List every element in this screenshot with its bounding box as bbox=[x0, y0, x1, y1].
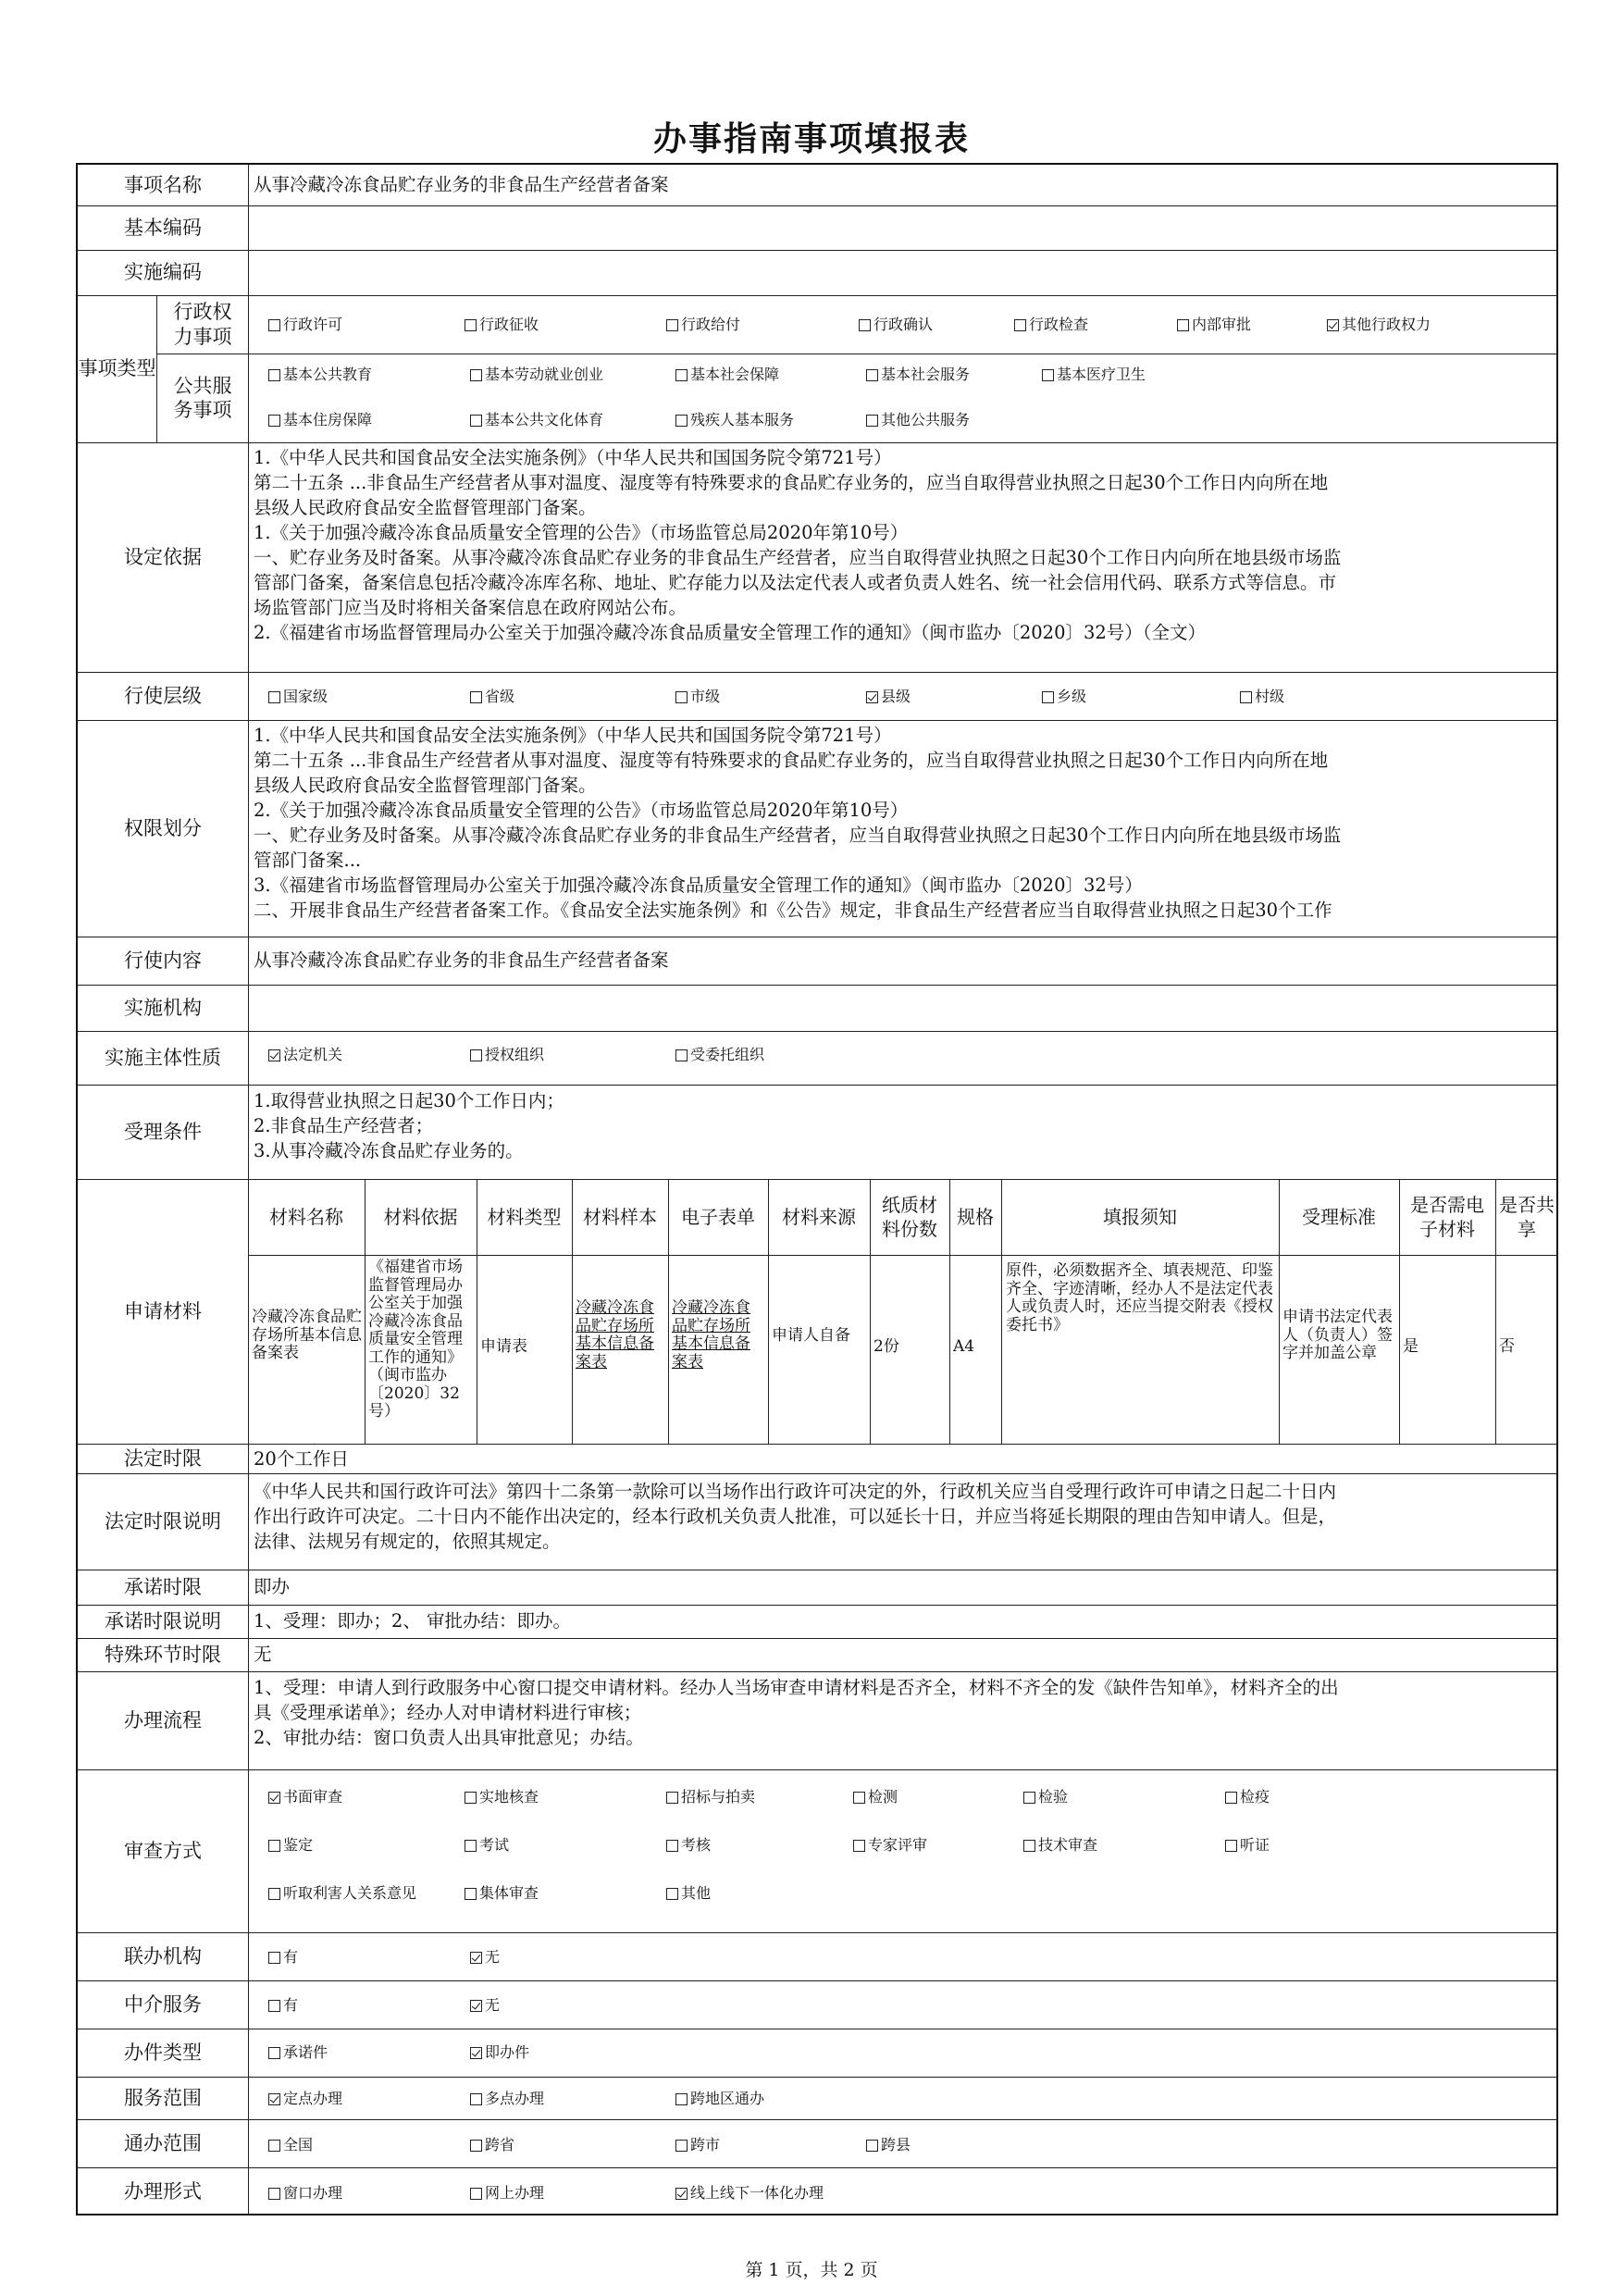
materials-header-cell: 纸质材料份数 bbox=[882, 1194, 937, 1240]
option-service_scope[interactable] bbox=[470, 2090, 544, 2108]
value-legal-limit: 20个工作日 bbox=[254, 1448, 349, 1470]
option-review[interactable] bbox=[465, 1788, 539, 1806]
materials-header-cell: 电子表单 bbox=[681, 1206, 755, 1228]
checkbox-empty-icon[interactable] bbox=[268, 415, 280, 427]
basis-text bbox=[254, 445, 1554, 670]
checkbox-empty-icon[interactable] bbox=[1225, 1840, 1237, 1852]
option-label: 行政检查 bbox=[1029, 316, 1089, 333]
checkbox-checked-icon[interactable] bbox=[866, 691, 878, 703]
checkbox-checked-icon[interactable] bbox=[470, 1952, 482, 1964]
option-label: 听取利害人关系意见 bbox=[283, 1884, 417, 1902]
checkbox-checked-icon[interactable] bbox=[268, 1049, 280, 1061]
option-label: 其他公共服务 bbox=[881, 411, 971, 428]
option-review[interactable] bbox=[666, 1836, 711, 1855]
checkbox-empty-icon[interactable] bbox=[1023, 1792, 1035, 1804]
checkbox-empty-icon[interactable] bbox=[675, 415, 688, 427]
option-label: 跨县 bbox=[881, 2136, 911, 2153]
option-label: 行政许可 bbox=[283, 316, 343, 333]
option-label: 基本社会保障 bbox=[690, 366, 780, 383]
materials-header-cell: 材料依据 bbox=[383, 1206, 458, 1228]
checkbox-empty-icon[interactable] bbox=[470, 1049, 482, 1061]
option-label: 线上线下一体化办理 bbox=[690, 2184, 824, 2202]
text-line: 3.从事冷藏冷冻食品贮存业务的。 bbox=[254, 1140, 524, 1161]
option-label: 招标与拍卖 bbox=[681, 1788, 756, 1806]
material-shared: 否 bbox=[1499, 1338, 1515, 1356]
option-label: 行政给付 bbox=[681, 316, 741, 333]
text-line: 一、贮存业务及时备案。从事冷藏冷冻食品贮存业务的非食品生产经营者，应当自取得营业执照之日起30个工作日内向所在地县级市场监 bbox=[254, 825, 1342, 846]
checkbox-empty-icon[interactable] bbox=[675, 2140, 688, 2152]
text-line: 1.《关于加强冷藏冷冻食品质量安全管理的公告》（市场监管总局2020年第10号） bbox=[254, 522, 909, 543]
text-line: 2.非食品生产经营者； bbox=[254, 1115, 434, 1136]
conditions-text bbox=[254, 1088, 1554, 1177]
option-service_scope[interactable] bbox=[675, 2090, 764, 2108]
option-intermediary[interactable] bbox=[470, 1996, 500, 2015]
checkbox-empty-icon[interactable] bbox=[675, 2093, 688, 2105]
label-impl-code: 实施编码 bbox=[124, 261, 202, 284]
checkbox-empty-icon[interactable] bbox=[268, 319, 280, 331]
option-label: 即办件 bbox=[485, 2043, 530, 2061]
option-label: 其他 bbox=[681, 1884, 712, 1902]
option-label: 其他行政权力 bbox=[1342, 316, 1431, 333]
page-footer: 第 1 页，共 2 页 bbox=[745, 2260, 878, 2280]
text-line: 县级人民政府食品安全监督管理部门备案。 bbox=[254, 497, 597, 518]
option-label: 网上办理 bbox=[485, 2184, 545, 2202]
option-label: 国家级 bbox=[283, 688, 328, 705]
text-line: 1.《中华人民共和国食品安全法实施条例》（中华人民共和国国务院令第721号） bbox=[254, 725, 892, 746]
label-intermediary: 中介服务 bbox=[124, 1992, 202, 2016]
option-label: 基本医疗卫生 bbox=[1057, 366, 1146, 383]
checkbox-empty-icon[interactable] bbox=[866, 415, 878, 427]
label-item-name: 事项名称 bbox=[124, 173, 202, 196]
text-line: 第二十五条 ...非食品生产经营者从事对温度、湿度等有特殊要求的食品贮存业务的，应当自取得营业执照之日起30个工作日内向所在地 bbox=[254, 472, 1329, 493]
option-admin_types[interactable] bbox=[666, 316, 740, 334]
option-joint[interactable] bbox=[268, 1948, 298, 1967]
label-level: 行使层级 bbox=[124, 684, 202, 707]
material-standard: 申请书法定代表人（负责人）签字并加盖公章 bbox=[1282, 1309, 1393, 1362]
option-label: 市级 bbox=[690, 688, 721, 705]
option-label: 技术审查 bbox=[1038, 1836, 1098, 1854]
checkbox-checked-icon[interactable] bbox=[1327, 319, 1339, 331]
value-content: 从事冷藏冷冻食品贮存业务的非食品生产经营者备案 bbox=[254, 949, 669, 971]
label-conditions: 受理条件 bbox=[124, 1120, 202, 1143]
text-line: 场监管部门应当及时将相关备案信息在政府网站公布。 bbox=[254, 597, 688, 618]
option-public_types[interactable] bbox=[1042, 366, 1146, 384]
text-line: 1、受理：申请人到行政服务中心窗口提交申请材料。经办人当场审查申请材料是否齐全，材料不齐全的发《缺件告知单》，材料齐全的出 bbox=[254, 1677, 1339, 1698]
material-source: 申请人自备 bbox=[772, 1327, 850, 1345]
label-form: 办理形式 bbox=[124, 2179, 202, 2203]
checkbox-empty-icon[interactable] bbox=[853, 1792, 865, 1804]
checkbox-empty-icon[interactable] bbox=[1225, 1792, 1237, 1804]
materials-header-cell: 材料名称 bbox=[269, 1206, 343, 1228]
checkbox-empty-icon[interactable] bbox=[470, 691, 482, 703]
checkbox-empty-icon[interactable] bbox=[465, 1792, 477, 1804]
label-legal-limit: 法定时限 bbox=[124, 1446, 202, 1470]
label-case-type: 办件类型 bbox=[124, 2041, 202, 2064]
checkbox-empty-icon[interactable] bbox=[465, 1840, 477, 1852]
option-admin_types[interactable] bbox=[1177, 316, 1251, 334]
materials-header-cell: 材料样本 bbox=[583, 1206, 657, 1228]
label-legal-limit-note: 法定时限说明 bbox=[105, 1509, 221, 1533]
checkbox-empty-icon[interactable] bbox=[268, 369, 280, 381]
text-line: 2.《福建省市场监督管理局办公室关于加强冷藏冷冻食品质量安全管理工作的通知》（闽市监办〔2020〕32号）（全文） bbox=[254, 622, 1207, 643]
label-materials: 申请材料 bbox=[124, 1299, 202, 1322]
text-line: 作出行政许可决定。二十日内不能作出决定的，经本行政机关负责人批准，可以延长十日，并应当将延长期限的理由告知申请人。但是， bbox=[254, 1506, 1337, 1527]
checkbox-empty-icon[interactable] bbox=[268, 1888, 280, 1900]
checkbox-empty-icon[interactable] bbox=[268, 2047, 280, 2059]
text-line: 第二十五条 ...非食品生产经营者从事对温度、湿度等有特殊要求的食品贮存业务的，应当自取得营业执照之日起30个工作日内向所在地 bbox=[254, 750, 1329, 771]
material-copies: 2份 bbox=[873, 1338, 899, 1356]
option-review[interactable] bbox=[268, 1884, 416, 1903]
materials-header-cell: 受理标准 bbox=[1302, 1206, 1376, 1228]
option-service_scope[interactable] bbox=[268, 2090, 342, 2108]
materials-header-cell: 材料类型 bbox=[487, 1206, 562, 1228]
material-eform-link[interactable]: 冷藏冷冻食品贮存场所基本信息备案表 bbox=[672, 1299, 750, 1371]
checkbox-empty-icon[interactable] bbox=[465, 1888, 477, 1900]
option-label: 全国 bbox=[283, 2136, 314, 2153]
option-label: 实地核查 bbox=[479, 1788, 539, 1806]
option-nature[interactable] bbox=[675, 1046, 764, 1064]
option-review[interactable] bbox=[268, 1788, 342, 1806]
text-line: 2.《关于加强冷藏冷冻食品质量安全管理的公告》（市场监管总局2020年第10号） bbox=[254, 800, 909, 821]
option-label: 行政确认 bbox=[873, 316, 934, 333]
material-type: 申请表 bbox=[480, 1338, 527, 1356]
text-line: 2、审批办结：窗口负责人出具审批意见；办结。 bbox=[254, 1727, 644, 1748]
option-label: 有 bbox=[283, 1996, 299, 2014]
checkbox-empty-icon[interactable] bbox=[666, 1792, 678, 1804]
checkbox-empty-icon[interactable] bbox=[268, 2000, 280, 2012]
checkbox-empty-icon[interactable] bbox=[866, 2140, 878, 2152]
option-intermediary[interactable] bbox=[268, 1996, 298, 2015]
label-admin-power: 行政权力事项 bbox=[173, 301, 232, 348]
option-review[interactable] bbox=[1225, 1788, 1270, 1806]
option-review[interactable] bbox=[666, 1788, 755, 1806]
text-line: 1.《中华人民共和国食品安全法实施条例》（中华人民共和国国务院令第721号） bbox=[254, 447, 892, 468]
label-public-service: 公共服务事项 bbox=[173, 374, 232, 421]
option-label: 授权组织 bbox=[485, 1046, 545, 1063]
material-basis: 《福建省市场监督管理局办公室关于加强冷藏冷冻食品质量安全管理工作的通知》（闽市监办〔2020〕32号） bbox=[368, 1259, 463, 1421]
label-joint: 联办机构 bbox=[124, 1944, 202, 1967]
option-public_types[interactable] bbox=[866, 411, 970, 429]
option-general_scope[interactable] bbox=[470, 2136, 514, 2154]
option-label: 考核 bbox=[681, 1836, 712, 1854]
material-sample-link[interactable]: 冷藏冷冻食品贮存场所基本信息备案表 bbox=[576, 1299, 654, 1371]
label-process: 办理流程 bbox=[124, 1708, 202, 1731]
option-label: 听证 bbox=[1240, 1836, 1270, 1854]
option-label: 跨市 bbox=[690, 2136, 721, 2153]
option-label: 定点办理 bbox=[283, 2090, 343, 2107]
option-label: 集体审查 bbox=[479, 1884, 539, 1902]
material-spec: A4 bbox=[953, 1338, 975, 1356]
option-review[interactable] bbox=[268, 1836, 313, 1855]
text-line: 一、贮存业务及时备案。从事冷藏冷冻食品贮存业务的非食品生产经营者，应当自取得营业执照之日起30个工作日内向所在地县级市场监 bbox=[254, 547, 1342, 568]
value-special: 无 bbox=[254, 1644, 272, 1665]
option-review[interactable] bbox=[1023, 1836, 1097, 1855]
material-notes: 原件，必须数据齐全、填表规范、印鉴齐全、字迹清晰，经办人不是法定代表人或负责人时，还应当提交附表《授权委托书》 bbox=[1006, 1262, 1273, 1334]
option-label: 考试 bbox=[479, 1836, 510, 1854]
option-case_type[interactable] bbox=[470, 2043, 529, 2062]
option-label: 基本公共文化体育 bbox=[485, 411, 604, 428]
legal-limit-note-text bbox=[254, 1479, 1554, 1568]
material-name: 冷藏冷冻食品贮存场所基本信息备案表 bbox=[252, 1309, 362, 1362]
option-label: 内部审批 bbox=[1192, 316, 1252, 333]
option-review[interactable] bbox=[1225, 1836, 1270, 1855]
checkbox-empty-icon[interactable] bbox=[866, 369, 878, 381]
page-title: 办事指南事项填报表 bbox=[652, 120, 970, 158]
material-electronic: 是 bbox=[1403, 1338, 1419, 1356]
option-label: 有 bbox=[283, 1948, 299, 1966]
materials-header-cell: 规格 bbox=[957, 1206, 994, 1228]
checkbox-empty-icon[interactable] bbox=[853, 1840, 865, 1852]
checkbox-empty-icon[interactable] bbox=[470, 369, 482, 381]
checkbox-checked-icon[interactable] bbox=[470, 2000, 482, 2012]
checkbox-empty-icon[interactable] bbox=[675, 369, 688, 381]
label-content: 行使内容 bbox=[124, 949, 202, 972]
checkbox-empty-icon[interactable] bbox=[470, 2188, 482, 2200]
option-label: 鉴定 bbox=[283, 1836, 314, 1854]
label-authority: 权限划分 bbox=[124, 816, 202, 839]
option-admin_types[interactable] bbox=[465, 316, 539, 334]
checkbox-empty-icon[interactable] bbox=[1042, 369, 1054, 381]
option-general_scope[interactable] bbox=[866, 2136, 911, 2154]
option-label: 专家评审 bbox=[868, 1836, 928, 1854]
checkbox-empty-icon[interactable] bbox=[268, 691, 280, 703]
label-agency: 实施机构 bbox=[124, 996, 202, 1019]
option-review[interactable] bbox=[666, 1884, 711, 1903]
checkbox-empty-icon[interactable] bbox=[1177, 319, 1189, 331]
checkbox-empty-icon[interactable] bbox=[1042, 691, 1054, 703]
checkbox-empty-icon[interactable] bbox=[268, 1840, 280, 1852]
materials-header-cell: 填报须知 bbox=[1103, 1206, 1177, 1228]
option-general_scope[interactable] bbox=[675, 2136, 720, 2154]
option-label: 检测 bbox=[868, 1788, 898, 1806]
option-nature[interactable] bbox=[268, 1046, 342, 1064]
checkbox-empty-icon[interactable] bbox=[470, 2140, 482, 2152]
label-service-scope: 服务范围 bbox=[124, 2086, 202, 2109]
text-line: 二、开展非食品生产经营者备案工作。《食品安全法实施条例》和《公告》规定，非食品生产经营者应当自取得营业执照之日起30个工作 bbox=[254, 900, 1332, 921]
checkbox-empty-icon[interactable] bbox=[470, 415, 482, 427]
option-label: 窗口办理 bbox=[283, 2184, 343, 2202]
value-item-name: 从事冷藏冷冻食品贮存业务的非食品生产经营者备案 bbox=[254, 174, 669, 195]
checkbox-empty-icon[interactable] bbox=[470, 2093, 482, 2105]
option-public_types[interactable] bbox=[675, 411, 794, 429]
option-label: 受委托组织 bbox=[690, 1046, 765, 1063]
option-joint[interactable] bbox=[470, 1948, 500, 1967]
option-label: 残疾人基本服务 bbox=[690, 411, 795, 428]
label-promise-limit: 承诺时限 bbox=[124, 1575, 202, 1598]
text-line: 法律、法规另有规定的，依照其规定。 bbox=[254, 1531, 561, 1552]
checkbox-empty-icon[interactable] bbox=[268, 2140, 280, 2152]
option-label: 基本住房保障 bbox=[283, 411, 373, 428]
checkbox-empty-icon[interactable] bbox=[666, 1840, 678, 1852]
option-label: 多点办理 bbox=[485, 2090, 545, 2107]
checkbox-empty-icon[interactable] bbox=[1240, 691, 1252, 703]
option-review[interactable] bbox=[853, 1836, 927, 1855]
text-line: 县级人民政府食品安全监督管理部门备案。 bbox=[254, 775, 597, 796]
text-line: 《中华人民共和国行政许可法》第四十二条第一款除可以当场作出行政许可决定的外，行政机关应当自受理行政许可申请之日起二十日内 bbox=[254, 1481, 1337, 1502]
checkbox-empty-icon[interactable] bbox=[465, 319, 477, 331]
option-label: 跨地区通办 bbox=[690, 2090, 765, 2107]
checkbox-checked-icon[interactable] bbox=[675, 2188, 688, 2200]
authority-text bbox=[254, 723, 1554, 934]
option-label: 基本劳动就业创业 bbox=[485, 366, 604, 383]
label-review: 审查方式 bbox=[124, 1839, 202, 1862]
option-label: 基本公共教育 bbox=[283, 366, 373, 383]
checkbox-empty-icon[interactable] bbox=[675, 691, 688, 703]
option-label: 村级 bbox=[1255, 688, 1285, 705]
option-label: 无 bbox=[485, 1996, 501, 2014]
option-admin_types[interactable] bbox=[1327, 316, 1431, 334]
option-nature[interactable] bbox=[470, 1046, 544, 1064]
checkbox-empty-icon[interactable] bbox=[1023, 1840, 1035, 1852]
checkbox-checked-icon[interactable] bbox=[268, 1792, 280, 1804]
checkbox-empty-icon[interactable] bbox=[859, 319, 871, 331]
option-levels[interactable] bbox=[268, 688, 328, 706]
option-levels[interactable] bbox=[470, 688, 514, 706]
checkbox-empty-icon[interactable] bbox=[675, 1049, 688, 1061]
option-label: 无 bbox=[485, 1948, 501, 1966]
option-label: 基本社会服务 bbox=[881, 366, 971, 383]
option-case_type[interactable] bbox=[268, 2043, 328, 2062]
option-public_types[interactable] bbox=[268, 411, 372, 429]
label-item-type: 事项类型 bbox=[78, 357, 156, 380]
option-admin_types[interactable] bbox=[1014, 316, 1088, 334]
option-public_types[interactable] bbox=[866, 366, 970, 384]
label-special: 特殊环节时限 bbox=[105, 1643, 221, 1666]
option-public_types[interactable] bbox=[675, 366, 779, 384]
option-review[interactable] bbox=[465, 1836, 509, 1855]
option-form[interactable] bbox=[268, 2184, 342, 2203]
checkbox-checked-icon[interactable] bbox=[268, 2093, 280, 2105]
option-label: 县级 bbox=[881, 688, 911, 705]
materials-header-cell: 是否共享 bbox=[1499, 1194, 1555, 1240]
checkbox-empty-icon[interactable] bbox=[268, 1952, 280, 1964]
option-label: 行政征收 bbox=[479, 316, 539, 333]
option-admin_types[interactable] bbox=[268, 316, 342, 334]
checkbox-checked-icon[interactable] bbox=[470, 2047, 482, 2059]
option-public_types[interactable] bbox=[470, 366, 603, 384]
checkbox-empty-icon[interactable] bbox=[666, 1888, 678, 1900]
option-label: 书面审查 bbox=[283, 1788, 343, 1806]
option-review[interactable] bbox=[853, 1788, 898, 1806]
option-label: 乡级 bbox=[1057, 688, 1087, 705]
option-label: 检验 bbox=[1038, 1788, 1069, 1806]
text-line: 具《受理承诺单》；经办人对申请材料进行审核； bbox=[254, 1702, 642, 1723]
option-review[interactable] bbox=[465, 1884, 539, 1903]
text-line: 1.取得营业执照之日起30个工作日内； bbox=[254, 1090, 564, 1111]
label-promise-limit-note: 承诺时限说明 bbox=[105, 1609, 221, 1632]
option-admin_types[interactable] bbox=[859, 316, 933, 334]
option-label: 跨省 bbox=[485, 2136, 515, 2153]
checkbox-empty-icon[interactable] bbox=[1014, 319, 1026, 331]
option-review[interactable] bbox=[1023, 1788, 1068, 1806]
option-general_scope[interactable] bbox=[268, 2136, 313, 2154]
text-line: 管部门备案... bbox=[254, 850, 362, 871]
option-label: 承诺件 bbox=[283, 2043, 328, 2061]
option-levels[interactable] bbox=[1240, 688, 1284, 706]
option-levels[interactable] bbox=[1042, 688, 1086, 706]
label-basic-code: 基本编码 bbox=[124, 216, 202, 239]
guide-form bbox=[76, 163, 1558, 2215]
option-levels[interactable] bbox=[866, 688, 911, 706]
value-promise-limit: 即办 bbox=[254, 1576, 291, 1597]
checkbox-empty-icon[interactable] bbox=[666, 319, 678, 331]
option-label: 法定机关 bbox=[283, 1046, 343, 1063]
process-text bbox=[254, 1675, 1554, 1768]
text-line: 管部门备案，备案信息包括冷藏冷冻库名称、地址、贮存能力以及法定代表人或者负责人姓名、统一社会信用代码、联系方式等信息。市 bbox=[254, 572, 1337, 593]
value-promise-limit-note: 1、受理：即办；2、 审批办结：即办。 bbox=[254, 1610, 572, 1632]
option-form[interactable] bbox=[675, 2184, 824, 2203]
option-public_types[interactable] bbox=[470, 411, 603, 429]
option-label: 检疫 bbox=[1240, 1788, 1270, 1806]
option-levels[interactable] bbox=[675, 688, 720, 706]
option-public_types[interactable] bbox=[268, 366, 372, 384]
option-label: 省级 bbox=[485, 688, 515, 705]
label-basis: 设定依据 bbox=[124, 545, 202, 568]
label-nature: 实施主体性质 bbox=[105, 1046, 221, 1069]
label-general-scope: 通办范围 bbox=[124, 2131, 202, 2154]
materials-header-cell: 材料来源 bbox=[782, 1206, 856, 1228]
text-line: 3.《福建省市场监督管理局办公室关于加强冷藏冷冻食品质量安全管理工作的通知》（闽市监办〔2020〕32号） bbox=[254, 875, 1143, 896]
checkbox-empty-icon[interactable] bbox=[268, 2188, 280, 2200]
materials-header-cell: 是否需电子材料 bbox=[1410, 1194, 1484, 1240]
option-form[interactable] bbox=[470, 2184, 544, 2203]
